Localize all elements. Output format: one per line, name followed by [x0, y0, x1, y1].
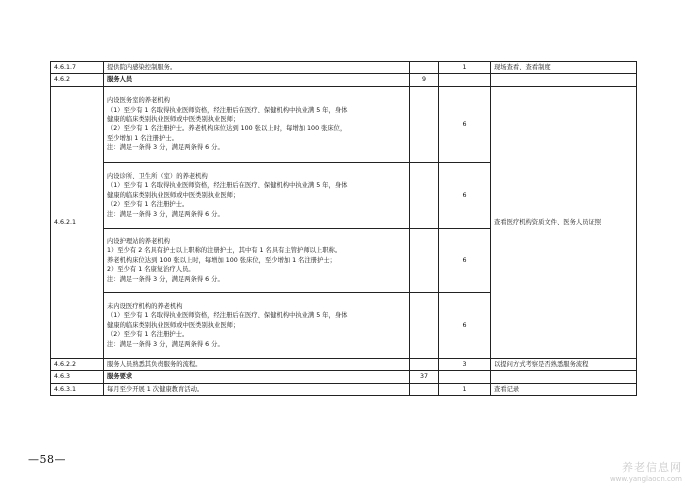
item-score: 1	[439, 383, 491, 395]
block-line: （1）至少有 1 名取得执业医师资格，经注册后在医疗、保健机构中执业满 5 年，身体	[107, 106, 348, 114]
block-note: 注：满足一条得 3 分，满足两条得 6 分。	[107, 210, 224, 218]
block-line: 健康的临床类别执业医师或中医类别执业医师；	[107, 321, 240, 329]
evaluation-table	[50, 61, 637, 396]
block-line: 1）至少有 2 名具有护士以上职称的注册护士，其中有 1 名具有主管护师以上职称。	[107, 247, 342, 255]
evaluation-method	[491, 74, 637, 86]
section-score	[410, 383, 439, 395]
block-line: 养老机构床位达到 100 张以上时，每增加 100 张床位，至少增加 1 名注册护士；	[107, 256, 336, 264]
block-note: 注：满足一条得 3 分，满足两条得 6 分。	[107, 275, 224, 283]
item-score	[439, 371, 491, 383]
document-page	[50, 61, 636, 396]
item-code: 4.6.2.2	[51, 358, 104, 370]
watermark-title: 养老信息网	[622, 461, 682, 474]
item-score: 6	[439, 292, 491, 358]
section-score: 9	[410, 74, 439, 86]
item-content	[104, 162, 410, 228]
item-score: 6	[439, 228, 491, 292]
section-score	[410, 86, 439, 162]
evaluation-method	[491, 371, 637, 383]
item-code: 4.6.3	[51, 371, 104, 383]
section-score	[410, 358, 439, 370]
item-content: 服务要求	[104, 371, 410, 383]
table-row	[51, 86, 637, 162]
item-code: 4.6.1.7	[51, 62, 104, 74]
block-title: 未内设医疗机构的养老机构	[107, 302, 183, 310]
block-title: 内设医务室的养老机构	[107, 97, 170, 105]
item-content	[104, 86, 410, 162]
item-score	[439, 74, 491, 86]
section-score	[410, 292, 439, 358]
section-score	[410, 228, 439, 292]
block-line: （1）至少有 1 名取得执业医师资格，经注册后在医疗、保健机构中执业满 5 年，身体	[107, 182, 348, 190]
block-line: （2）至少有 1 名注册护士。	[107, 331, 189, 339]
block-line: 至少增加 1 名注册护士。	[107, 134, 178, 142]
evaluation-method: 现场查看、查看制度	[491, 62, 637, 74]
block-line: 2）至少有 1 名康复治疗人员。	[107, 266, 195, 274]
table-row	[51, 383, 637, 395]
block-title: 内设诊所、卫生所（室）的养老机构	[107, 172, 208, 180]
item-score: 3	[439, 358, 491, 370]
section-score	[410, 162, 439, 228]
block-line: （2）至少有 1 名注册护士。	[107, 201, 189, 209]
item-code: 4.6.2	[51, 74, 104, 86]
item-content: 服务人员	[104, 74, 410, 86]
evaluation-method: 以提问方式考察是否熟悉服务流程	[491, 358, 637, 370]
block-note: 注：满足一条得 3 分，满足两条得 6 分。	[107, 144, 224, 152]
item-score: 1	[439, 62, 491, 74]
item-score: 6	[439, 162, 491, 228]
block-line: 健康的临床类别执业医师或中医类别执业医师；	[107, 115, 240, 123]
table-row	[51, 62, 637, 74]
section-score: 37	[410, 371, 439, 383]
block-note: 注：满足一条得 3 分，满足两条得 6 分。	[107, 340, 224, 348]
section-score	[410, 62, 439, 74]
evaluation-method: 查看记录	[491, 383, 637, 395]
page-number: —58—	[28, 453, 66, 466]
watermark	[610, 459, 682, 483]
block-line: （2）至少有 1 名注册护士。养老机构床位达到 100 张以上时，每增加 100 张床位，	[107, 125, 347, 133]
item-content: 提供院内感染控制服务。	[104, 62, 410, 74]
block-line: 健康的临床类别执业医师或中医类别执业医师；	[107, 191, 240, 199]
item-code: 4.6.2.1	[51, 86, 104, 358]
block-line: （1）至少有 1 名取得执业医师资格，经注册后在医疗、保健机构中执业满 5 年，身体	[107, 312, 348, 320]
evaluation-method: 查看医疗机构资质文件、医务人员证照	[491, 86, 637, 358]
item-content	[104, 292, 410, 358]
table-row	[51, 371, 637, 383]
watermark-url: www.yanglaocn.com	[609, 475, 682, 483]
item-score: 6	[439, 86, 491, 162]
table-row	[51, 358, 637, 370]
table-row	[51, 74, 637, 86]
item-content: 每月至少开展 1 次健康教育活动。	[104, 383, 410, 395]
item-content: 服务人员熟悉其负责服务的流程。	[104, 358, 410, 370]
item-content	[104, 228, 410, 292]
block-title: 内设护理站的养老机构	[107, 237, 170, 245]
item-code: 4.6.3.1	[51, 383, 104, 395]
